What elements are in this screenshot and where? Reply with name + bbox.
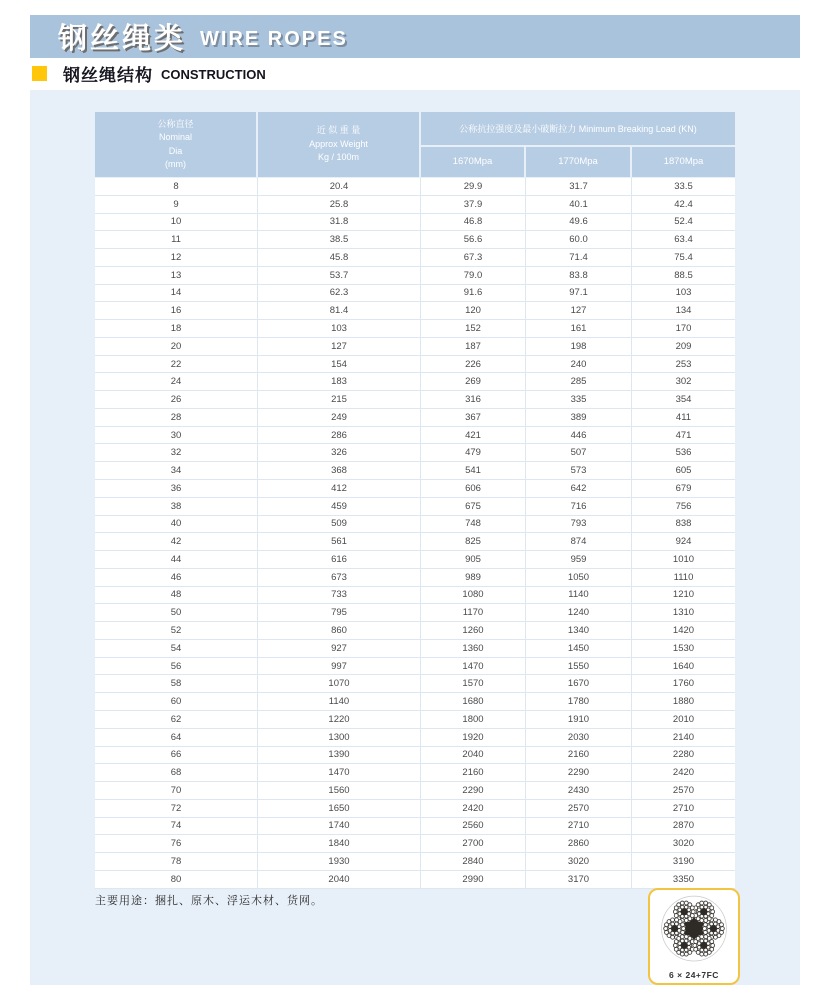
header-text: 公称直径: [157, 118, 194, 129]
table-cell: 91.6: [421, 285, 526, 302]
table-cell: 48: [95, 587, 258, 604]
wire-rope-cross-section-icon: [658, 894, 730, 966]
rope-cross-section-box: [648, 888, 740, 985]
table-cell: 34: [95, 462, 258, 479]
table-cell: 62.3: [258, 285, 421, 302]
table-cell: 989: [421, 569, 526, 586]
table-cell: 793: [526, 516, 632, 533]
table-cell: 80: [95, 871, 258, 888]
table-cell: 838: [675, 518, 692, 530]
table-cell: 154: [258, 356, 421, 373]
table-cell: 226: [421, 356, 526, 373]
table-cell: 8: [95, 178, 258, 195]
section-title-zh: 钢丝绳结构: [63, 65, 153, 85]
table-cell: 42: [95, 533, 258, 550]
table-cell: 38: [95, 498, 258, 515]
table-cell: 60.0: [526, 231, 632, 248]
table-cell: 42.4: [674, 198, 693, 210]
table-cell: 756: [675, 500, 692, 512]
table-cell: 3350: [672, 873, 695, 885]
table-cell: 536: [675, 447, 692, 459]
table-cell: 66: [95, 747, 258, 764]
table-cell: 285: [526, 373, 632, 390]
table-cell: 412: [258, 480, 421, 497]
table-cell: 76: [95, 835, 258, 852]
table-cell: 1840: [258, 835, 421, 852]
table-cell: 12: [95, 249, 258, 266]
table-cell: 2700: [421, 835, 526, 852]
table-cell: 367: [421, 409, 526, 426]
header-text: Kg / 100m: [317, 152, 360, 163]
table-cell: 874: [526, 533, 632, 550]
table-cell: 905: [421, 551, 526, 568]
section-title-en: CONSTRUCTION: [161, 66, 266, 82]
table-cell: 103: [675, 287, 692, 299]
header-cell-1870mpa: 1870Mpa: [632, 147, 735, 177]
table-cell: 32: [95, 444, 258, 461]
table-cell: 36: [95, 480, 258, 497]
table-cell: 389: [526, 409, 632, 426]
table-row: [95, 373, 735, 391]
table-cell: 1910: [526, 711, 632, 728]
table-cell: 1170: [421, 604, 526, 621]
table-cell: 1570: [421, 675, 526, 692]
table-cell: 25.8: [258, 196, 421, 213]
header-cell-breaking-load: 公称抗拉强度及最小破断拉力 Minimum Breaking Load (KN): [421, 112, 735, 145]
table-cell: 198: [526, 338, 632, 355]
table-row: [95, 675, 735, 693]
rope-construction-label: 6 × 24+7FC: [669, 970, 719, 980]
table-cell: 269: [421, 373, 526, 390]
table-cell: 368: [258, 462, 421, 479]
table-cell: 733: [258, 587, 421, 604]
table-cell: 2430: [526, 782, 632, 799]
table-cell: 1070: [258, 675, 421, 692]
yellow-bullet-icon: [32, 66, 47, 81]
table-cell: 1360: [421, 640, 526, 657]
table-cell: 22: [95, 356, 258, 373]
table-cell: 2290: [421, 782, 526, 799]
table-cell: 10: [95, 214, 258, 231]
table-cell: 2160: [526, 747, 632, 764]
table-cell: 20.4: [258, 178, 421, 195]
table-row: [95, 196, 735, 214]
table-cell: 18: [95, 320, 258, 337]
table-cell: 616: [258, 551, 421, 568]
table-cell: 1340: [526, 622, 632, 639]
table-cell: 2710: [672, 802, 695, 814]
table-cell: 78: [95, 853, 258, 870]
table-cell: 1680: [421, 693, 526, 710]
table-cell: 79.0: [421, 267, 526, 284]
usage-footnote: 主要用途：捆扎、原木、浮运木材、货网。: [95, 895, 323, 907]
table-cell: 507: [526, 444, 632, 461]
table-cell: 2420: [421, 800, 526, 817]
table-cell: 1560: [258, 782, 421, 799]
table-cell: 1010: [672, 553, 695, 565]
table-cell: 88.5: [674, 269, 693, 281]
table-cell: 605: [675, 465, 692, 477]
table-cell: 81.4: [258, 302, 421, 319]
table-cell: 1140: [526, 587, 632, 604]
section-heading: [32, 63, 266, 83]
table-cell: 28: [95, 409, 258, 426]
table-cell: 2040: [421, 747, 526, 764]
table-cell: 2710: [526, 818, 632, 835]
table-cell: 72: [95, 800, 258, 817]
table-body: [95, 178, 735, 889]
header-text: (mm): [165, 159, 186, 169]
table-cell: 997: [258, 658, 421, 675]
table-cell: 1240: [526, 604, 632, 621]
table-row: [95, 338, 735, 356]
table-cell: 1670: [526, 675, 632, 692]
table-cell: 9: [95, 196, 258, 213]
table-cell: 541: [421, 462, 526, 479]
table-row: [95, 764, 735, 782]
table-cell: 60: [95, 693, 258, 710]
table-row: [95, 480, 735, 498]
table-cell: 479: [421, 444, 526, 461]
table-cell: 40: [95, 516, 258, 533]
table-cell: 795: [258, 604, 421, 621]
table-cell: 31.7: [526, 178, 632, 195]
table-cell: 2030: [526, 729, 632, 746]
table-row: [95, 693, 735, 711]
table-row: [95, 498, 735, 516]
table-cell: 1080: [421, 587, 526, 604]
table-cell: 33.5: [674, 180, 693, 192]
table-cell: 1530: [672, 642, 695, 654]
banner-title-en: WIRE ROPES: [200, 28, 348, 50]
table-row: [95, 711, 735, 729]
table-cell: 1420: [672, 625, 695, 637]
page-banner: [30, 15, 800, 58]
table-cell: 31.8: [258, 214, 421, 231]
table-cell: 64: [95, 729, 258, 746]
table-cell: 1880: [672, 696, 695, 708]
table-cell: 127: [526, 302, 632, 319]
table-cell: 561: [258, 533, 421, 550]
table-cell: 2990: [421, 871, 526, 888]
header-text: Dia: [168, 145, 183, 156]
table-cell: 249: [258, 409, 421, 426]
table-cell: 103: [258, 320, 421, 337]
table-cell: 2560: [421, 818, 526, 835]
table-cell: 16: [95, 302, 258, 319]
table-row: [95, 729, 735, 747]
table-row: [95, 658, 735, 676]
table-cell: 924: [675, 536, 692, 548]
table-cell: 2420: [672, 767, 695, 779]
table-row: [95, 853, 735, 871]
table-cell: 302: [675, 376, 692, 388]
table-row: [95, 835, 735, 853]
table-cell: 1740: [258, 818, 421, 835]
header-cell-1770mpa: 1770Mpa: [526, 147, 630, 177]
table-cell: 209: [675, 340, 692, 352]
table-row: [95, 747, 735, 765]
table-row: [95, 604, 735, 622]
table-cell: 67.3: [421, 249, 526, 266]
header-text: Nominal: [158, 132, 192, 142]
table-cell: 411: [675, 411, 692, 423]
table-cell: 152: [421, 320, 526, 337]
banner-title-zh: 钢丝绳类: [58, 23, 187, 55]
table-cell: 127: [258, 338, 421, 355]
table-cell: 26: [95, 391, 258, 408]
table-cell: 120: [421, 302, 526, 319]
table-cell: 509: [258, 516, 421, 533]
table-cell: 53.7: [258, 267, 421, 284]
table-row: [95, 462, 735, 480]
table-cell: 471: [675, 429, 692, 441]
construction-table: [95, 112, 735, 889]
table-cell: 2570: [672, 784, 695, 796]
table-cell: 2840: [421, 853, 526, 870]
table-cell: 14: [95, 285, 258, 302]
table-cell: 446: [526, 427, 632, 444]
table-row: [95, 302, 735, 320]
table-row: [95, 178, 735, 196]
table-cell: 1310: [672, 607, 695, 619]
table-cell: 2860: [526, 835, 632, 852]
table-cell: 1390: [258, 747, 421, 764]
table-cell: 74: [95, 818, 258, 835]
table-cell: 50: [95, 604, 258, 621]
table-cell: 62: [95, 711, 258, 728]
header-group-breaking-load: [421, 112, 735, 177]
table-row: [95, 871, 735, 889]
table-cell: 46.8: [421, 214, 526, 231]
table-cell: 75.4: [674, 251, 693, 263]
table-row: [95, 551, 735, 569]
table-cell: 2570: [526, 800, 632, 817]
table-cell: 97.1: [526, 285, 632, 302]
table-cell: 642: [526, 480, 632, 497]
table-cell: 170: [675, 323, 692, 334]
table-cell: 37.9: [421, 196, 526, 213]
table-cell: 1930: [258, 853, 421, 870]
table-cell: 71.4: [526, 249, 632, 266]
table-cell: 459: [258, 498, 421, 515]
table-cell: 40.1: [526, 196, 632, 213]
table-row: [95, 569, 735, 587]
table-cell: 860: [258, 622, 421, 639]
header-cell-1670mpa: 1670Mpa: [421, 147, 524, 177]
table-cell: 20: [95, 338, 258, 355]
table-cell: 573: [526, 462, 632, 479]
table-row: [95, 782, 735, 800]
table-cell: 1110: [673, 571, 694, 583]
table-cell: 2290: [526, 764, 632, 781]
table-cell: 1550: [526, 658, 632, 675]
header-text: 近 似 重 量: [316, 125, 361, 136]
table-cell: 2160: [421, 764, 526, 781]
table-cell: 748: [421, 516, 526, 533]
table-cell: 56.6: [421, 231, 526, 248]
table-row: [95, 320, 735, 338]
table-cell: 187: [421, 338, 526, 355]
table-cell: 316: [421, 391, 526, 408]
table-cell: 52: [95, 622, 258, 639]
table-row: [95, 427, 735, 445]
table-cell: 3170: [526, 871, 632, 888]
table-cell: 3020: [526, 853, 632, 870]
table-header: [95, 112, 735, 177]
table-cell: 161: [526, 320, 632, 337]
table-row: [95, 267, 735, 285]
header-cell-approx-weight: [258, 112, 419, 177]
table-cell: 286: [258, 427, 421, 444]
table-cell: 1140: [258, 693, 421, 710]
table-cell: 1800: [421, 711, 526, 728]
table-cell: 326: [258, 444, 421, 461]
table-row: [95, 640, 735, 658]
table-cell: 215: [258, 391, 421, 408]
table-cell: 54: [95, 640, 258, 657]
table-cell: 11: [95, 231, 258, 248]
table-cell: 606: [421, 480, 526, 497]
table-row: [95, 285, 735, 303]
table-cell: 30: [95, 427, 258, 444]
table-cell: 1640: [672, 660, 695, 672]
header-text: Approx Weight: [309, 138, 368, 149]
table-cell: 38.5: [258, 231, 421, 248]
table-cell: 927: [258, 640, 421, 657]
table-cell: 1760: [672, 678, 695, 690]
table-cell: 52.4: [674, 216, 693, 228]
table-cell: 1220: [258, 711, 421, 728]
table-cell: 1210: [672, 589, 695, 601]
table-cell: 1920: [421, 729, 526, 746]
table-cell: 70: [95, 782, 258, 799]
table-cell: 13: [95, 267, 258, 284]
table-cell: 2140: [672, 731, 695, 743]
table-cell: 354: [675, 394, 692, 406]
table-cell: 679: [675, 482, 692, 494]
table-row: [95, 249, 735, 267]
table-cell: 825: [421, 533, 526, 550]
table-cell: 45.8: [258, 249, 421, 266]
table-cell: 1470: [258, 764, 421, 781]
table-cell: 29.9: [421, 178, 526, 195]
table-cell: 253: [675, 358, 692, 370]
table-cell: 24: [95, 373, 258, 390]
table-cell: 68: [95, 764, 258, 781]
table-cell: 716: [526, 498, 632, 515]
table-row: [95, 818, 735, 836]
table-cell: 2870: [672, 820, 695, 832]
content-panel: [30, 90, 800, 985]
table-cell: 1450: [526, 640, 632, 657]
table-row: [95, 516, 735, 534]
table-row: [95, 391, 735, 409]
table-cell: 1650: [258, 800, 421, 817]
table-row: [95, 622, 735, 640]
table-row: [95, 214, 735, 232]
table-cell: 1780: [526, 693, 632, 710]
table-cell: 1470: [421, 658, 526, 675]
table-cell: 2040: [258, 871, 421, 888]
table-cell: 63.4: [674, 234, 693, 246]
table-cell: 183: [258, 373, 421, 390]
table-cell: 2010: [672, 713, 695, 725]
table-row: [95, 356, 735, 374]
table-cell: 44: [95, 551, 258, 568]
table-row: [95, 800, 735, 818]
header-cell-nominal-dia: [95, 112, 256, 177]
table-cell: 1300: [258, 729, 421, 746]
table-cell: 49.6: [526, 214, 632, 231]
table-cell: 959: [526, 551, 632, 568]
table-cell: 1260: [421, 622, 526, 639]
table-cell: 1050: [526, 569, 632, 586]
table-cell: 58: [95, 675, 258, 692]
table-cell: 673: [258, 569, 421, 586]
table-row: [95, 231, 735, 249]
table-row: [95, 409, 735, 427]
table-row: [95, 533, 735, 551]
table-cell: 83.8: [526, 267, 632, 284]
header-subrow: [421, 147, 735, 177]
table-cell: 675: [421, 498, 526, 515]
table-row: [95, 587, 735, 605]
table-cell: 421: [421, 427, 526, 444]
table-cell: 240: [526, 356, 632, 373]
table-cell: 56: [95, 658, 258, 675]
table-cell: 335: [526, 391, 632, 408]
table-row: [95, 444, 735, 462]
table-cell: 3020: [672, 838, 695, 850]
table-cell: 3190: [672, 855, 695, 867]
table-cell: 2280: [672, 749, 695, 761]
table-cell: 134: [675, 305, 692, 317]
table-cell: 46: [95, 569, 258, 586]
